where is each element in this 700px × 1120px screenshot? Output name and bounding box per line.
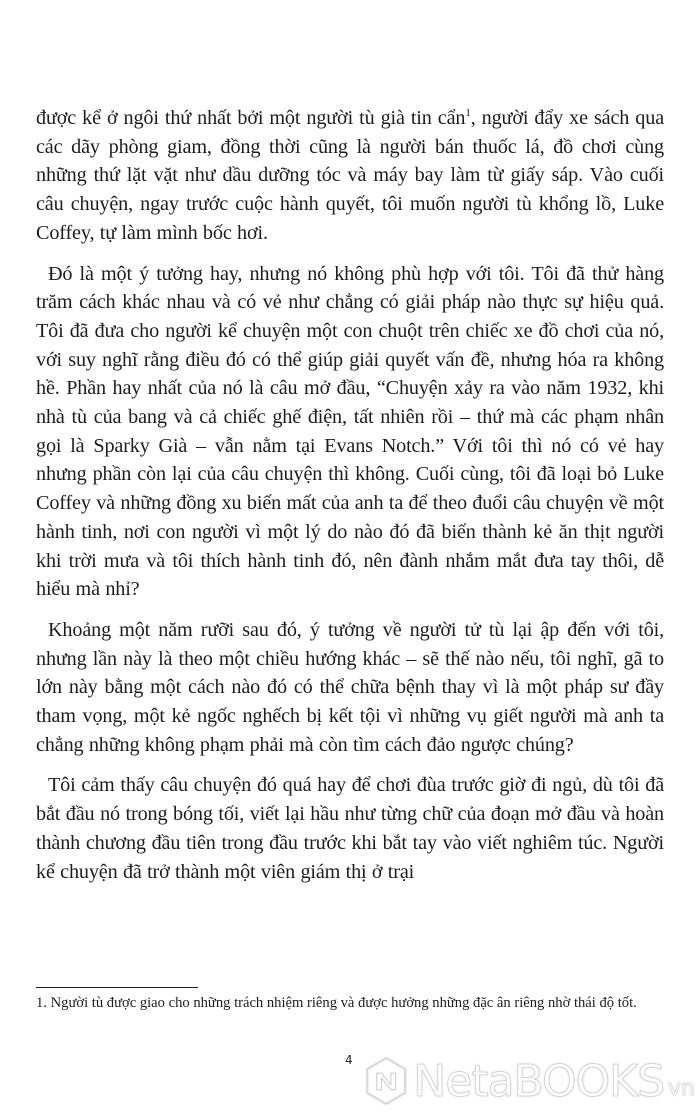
paragraph: Tôi cảm thấy câu chuyện đó quá hay để chơi đùa trước giờ đi ngủ, dù tôi đã bắt đầu nó trong bóng tối, viết lại hầu như từng chữ của đoạn mở đầu và hoàn thành chương đầu tiên trong đầu trước khi bắt tay vào viết nghiêm túc. Người kể chuyện đã trở thành một viên giám thị ở trại bbox=[36, 774, 664, 883]
footnote-reference[interactable]: 1 bbox=[465, 107, 471, 119]
footnote-divider bbox=[36, 987, 198, 988]
footnote-number: 1. bbox=[36, 995, 47, 1011]
footnote-text: Người tù được giao cho những trách nhiệm riêng và được hưởng những đặc ân riêng nhờ thái độ tốt. bbox=[50, 995, 637, 1011]
paragraph: Đó là một ý tưởng hay, nhưng nó không phù hợp với tôi. Tôi đã thử hàng trăm cách khác nhau và có vẻ như chẳng có giải pháp nào thực sự hiệu quả. Tôi đã đưa cho người kể chuyện một con chuột trên chiếc xe đồ chơi của nó, với suy nghĩ rằng điều đó có thể giúp giải quyết vấn đề, nhưng hóa ra không hề. Phần hay nhất của nó là câu mở đầu, “Chuyện xảy ra vào năm 1932, khi nhà tù của bang và cả chiếc ghế điện, tất nhiên rồi – thứ mà các phạm nhân gọi là Sparky Già – vẫn nằm tại Evans Notch.” Với tôi thì nó có vẻ hay nhưng phần còn lại của câu chuyện thì không. Cuối cùng, tôi đã loại bỏ Luke Coffey và những đồng xu biến mất của anh ta để theo đuổi câu chuyện về một hành tinh, nơi con người vì một lý do nào đó đã biến thành kẻ ăn thịt người khi trời mưa và tôi thích hành tinh đó, nên đành nhắm mắt đưa tay thôi, dễ hiểu mà nhỉ? bbox=[36, 262, 664, 601]
watermark-suffix: vn bbox=[668, 1075, 695, 1101]
footnote bbox=[36, 994, 664, 1013]
paragraph-text: , người đẩy xe sách qua các dãy phòng giam, đồng thời cũng là người bán thuốc lá, đồ chơi cùng những thứ lặt vặt như dầu dưỡng tóc và máy bay làm từ giấy sáp. Vào cuối câu chuyện, ngay trước cuộc hành quyết, tôi muốn người tù khổng lồ, Luke Coffey, tự làm mình bốc hơi. bbox=[36, 107, 664, 244]
watermark-brand: NetaBOOKS bbox=[413, 1055, 665, 1107]
watermark bbox=[365, 1046, 695, 1116]
page-body bbox=[36, 104, 664, 898]
paragraph-text: được kể ở ngôi thứ nhất bởi một người tù già tin cẩn bbox=[36, 107, 466, 129]
page-number: 4 bbox=[345, 1053, 353, 1067]
paragraph: Khoảng một năm rưỡi sau đó, ý tưởng về người tử tù lại ập đến với tôi, nhưng lần này là theo một chiều hướng khác – sẽ thế nào nếu, tôi nghĩ, gã to lớn này bằng một cách nào đó có thể chữa bệnh thay vì là một pháp sư đầy tham vọng, một kẻ ngốc nghếch bị kết tội vì những vụ giết người mà anh ta chẳng những không phạm phải mà còn tìm cách đảo ngược chúng? bbox=[36, 618, 664, 756]
paragraph-continued bbox=[36, 104, 664, 248]
netabooks-hexagon-logo-icon bbox=[365, 1050, 407, 1112]
